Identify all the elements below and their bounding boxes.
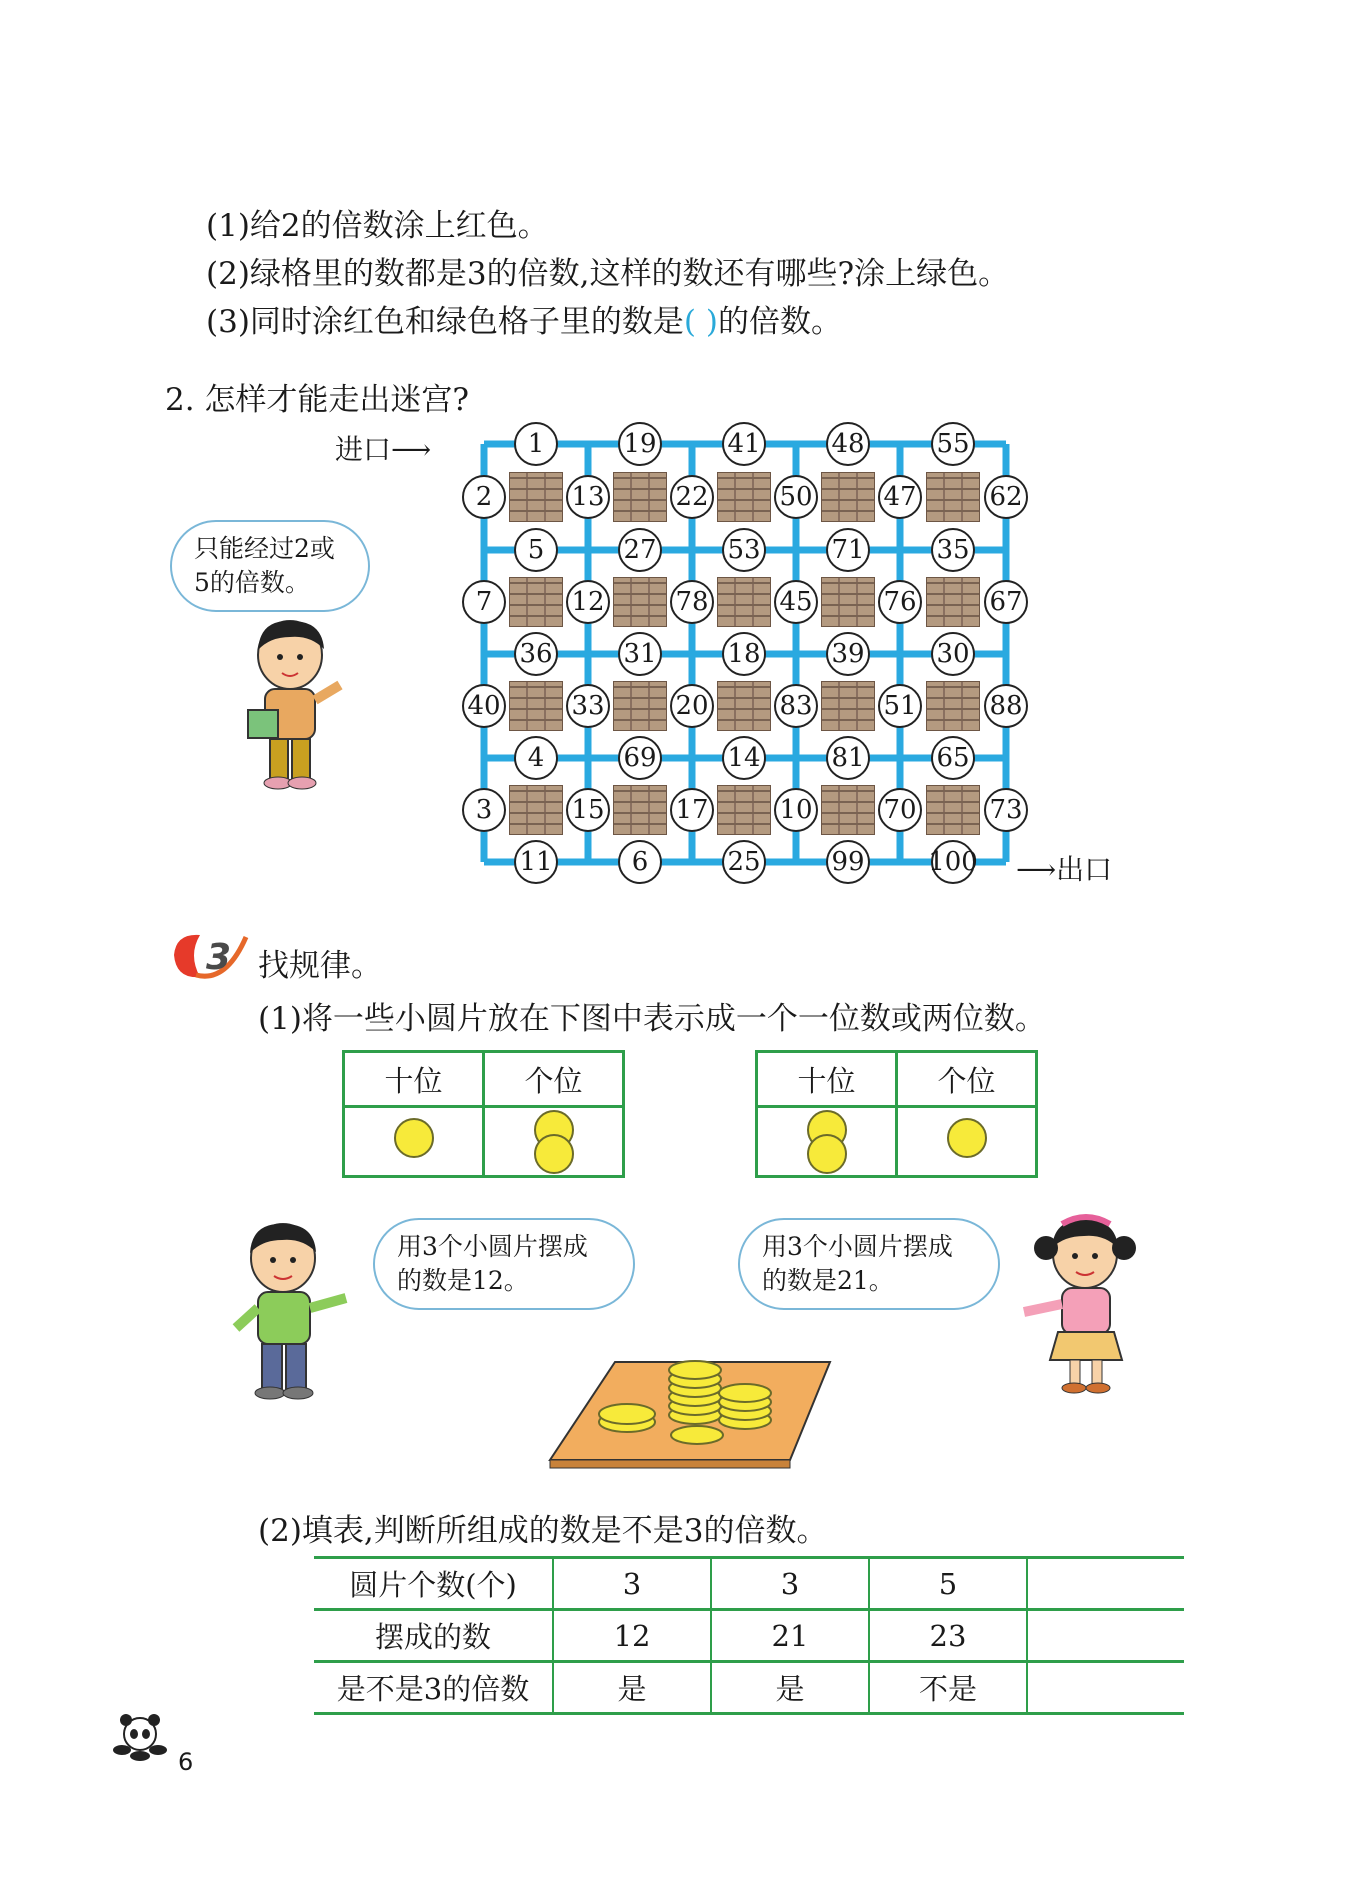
maze-number-node[interactable]: 20 bbox=[670, 684, 714, 728]
maze-number-node[interactable]: 22 bbox=[670, 475, 714, 519]
maze-wall-brick bbox=[821, 785, 875, 835]
maze-number-node[interactable]: 1 bbox=[514, 422, 558, 466]
table-cell: 是 bbox=[553, 1662, 711, 1714]
maze-wall-brick bbox=[926, 681, 980, 731]
q1-item-2: (2)绿格里的数都是3的倍数,这样的数还有哪些?涂上绿色。 bbox=[206, 256, 1010, 292]
page-number: 6 bbox=[178, 1748, 194, 1776]
tens-cell bbox=[344, 1107, 484, 1177]
ones-cell bbox=[484, 1107, 624, 1177]
ones-cell bbox=[897, 1107, 1037, 1177]
maze-wall-brick bbox=[821, 681, 875, 731]
boy-with-book-illustration bbox=[240, 615, 350, 795]
table-row bbox=[314, 1610, 1184, 1662]
maze-wall-brick bbox=[509, 472, 563, 522]
maze-number-node[interactable]: 78 bbox=[670, 580, 714, 624]
answer-cell[interactable] bbox=[1027, 1662, 1184, 1714]
maze-number-node[interactable]: 62 bbox=[984, 475, 1028, 519]
answer-blank[interactable]: ( ) bbox=[683, 304, 718, 340]
coin-board-illustration bbox=[545, 1350, 835, 1470]
maze-number-node[interactable]: 71 bbox=[826, 528, 870, 572]
maze-number-node[interactable]: 70 bbox=[878, 788, 922, 832]
maze-number-node[interactable]: 51 bbox=[878, 684, 922, 728]
table-cell: 12 bbox=[553, 1610, 711, 1662]
table-cell: 5 bbox=[869, 1558, 1027, 1610]
answer-cell[interactable] bbox=[1027, 1610, 1184, 1662]
maze-number-node[interactable]: 53 bbox=[722, 528, 766, 572]
maze-number-node[interactable]: 33 bbox=[566, 684, 610, 728]
maze-number-node[interactable]: 6 bbox=[618, 840, 662, 884]
maze-number-node[interactable]: 69 bbox=[618, 736, 662, 780]
maze-number-node[interactable]: 25 bbox=[722, 840, 766, 884]
maze-number-node[interactable]: 18 bbox=[722, 632, 766, 676]
coin-icon bbox=[947, 1118, 987, 1158]
entrance-arrow: ⟶ bbox=[391, 433, 432, 466]
maze-number-node[interactable]: 13 bbox=[566, 475, 610, 519]
maze-wall-brick bbox=[509, 785, 563, 835]
maze-number-node[interactable]: 19 bbox=[618, 422, 662, 466]
maze-number-node[interactable]: 5 bbox=[514, 528, 558, 572]
girl-speech-bubble bbox=[738, 1218, 1000, 1310]
maze-wall-brick bbox=[717, 472, 771, 522]
boy-speech-bubble bbox=[373, 1218, 635, 1310]
ones-header: 个位 bbox=[484, 1052, 624, 1107]
maze-number-node[interactable]: 73 bbox=[984, 788, 1028, 832]
exit-arrow: ⟶ bbox=[1016, 853, 1057, 886]
maze-number-node[interactable]: 14 bbox=[722, 736, 766, 780]
exit-label: 出口 bbox=[1056, 853, 1113, 886]
table-row bbox=[314, 1558, 1184, 1610]
maze-number-node[interactable]: 35 bbox=[931, 528, 975, 572]
maze-number-node[interactable]: 31 bbox=[618, 632, 662, 676]
maze-number-node[interactable]: 30 bbox=[931, 632, 975, 676]
boy-pointing-illustration bbox=[228, 1218, 358, 1403]
maze-number-node[interactable]: 2 bbox=[462, 475, 506, 519]
table-cell: 不是 bbox=[869, 1662, 1027, 1714]
boy-speech-text: 用3个小圆片摆成的数是12。 bbox=[397, 1232, 588, 1295]
maze-number-node[interactable]: 41 bbox=[722, 422, 766, 466]
maze-exit bbox=[1016, 848, 1112, 888]
maze-wall-brick bbox=[821, 577, 875, 627]
maze-number-node[interactable]: 50 bbox=[774, 475, 818, 519]
panda-icon bbox=[110, 1712, 170, 1762]
maze-wall-brick bbox=[613, 472, 667, 522]
maze-wall-brick bbox=[717, 681, 771, 731]
maze-number-node[interactable]: 10 bbox=[774, 788, 818, 832]
maze-number-node[interactable]: 4 bbox=[514, 736, 558, 780]
maze-number-node[interactable]: 3 bbox=[462, 788, 506, 832]
maze-number-node[interactable]: 76 bbox=[878, 580, 922, 624]
maze-wall-brick bbox=[717, 785, 771, 835]
maze-entrance bbox=[335, 428, 431, 468]
tens-cell bbox=[757, 1107, 897, 1177]
ones-header: 个位 bbox=[897, 1052, 1037, 1107]
maze-wall-brick bbox=[509, 681, 563, 731]
maze-number-node[interactable]: 88 bbox=[984, 684, 1028, 728]
maze-number-node[interactable]: 99 bbox=[826, 840, 870, 884]
row-header: 是不是3的倍数 bbox=[314, 1662, 553, 1714]
maze-wall-brick bbox=[509, 577, 563, 627]
row-header: 圆片个数(个) bbox=[314, 1558, 553, 1610]
table-row bbox=[314, 1662, 1184, 1714]
tens-header: 十位 bbox=[344, 1052, 484, 1107]
maze-wall-brick bbox=[926, 577, 980, 627]
q2-title: 2. 怎样才能走出迷宫? bbox=[165, 382, 470, 418]
coin-icon bbox=[534, 1134, 574, 1174]
q1-item-3 bbox=[206, 296, 842, 341]
maze-number-node[interactable]: 7 bbox=[462, 580, 506, 624]
maze-wall-brick bbox=[926, 472, 980, 522]
q3-part2: (2)填表,判断所组成的数是不是3的倍数。 bbox=[258, 1513, 828, 1549]
maze-number-node[interactable]: 11 bbox=[514, 840, 558, 884]
maze-number-node[interactable]: 27 bbox=[618, 528, 662, 572]
maze-number-node[interactable]: 47 bbox=[878, 475, 922, 519]
maze-number-node[interactable]: 100 bbox=[931, 840, 975, 884]
table-cell: 是 bbox=[711, 1662, 869, 1714]
table-cell: 3 bbox=[553, 1558, 711, 1610]
coin-icon bbox=[394, 1118, 434, 1158]
q3-number: 3 bbox=[206, 937, 232, 978]
maze-number-node[interactable]: 81 bbox=[826, 736, 870, 780]
coin-icon bbox=[807, 1134, 847, 1174]
table-cell: 3 bbox=[711, 1558, 869, 1610]
table-cell: 21 bbox=[711, 1610, 869, 1662]
hint-bubble bbox=[170, 520, 370, 612]
q3-title: 找规律。 bbox=[258, 948, 382, 984]
table-cell: 23 bbox=[869, 1610, 1027, 1662]
maze-wall-brick bbox=[926, 785, 980, 835]
maze-number-node[interactable]: 39 bbox=[826, 632, 870, 676]
girl-speech-text: 用3个小圆片摆成的数是21。 bbox=[762, 1232, 953, 1295]
hint-text: 只能经过2或5的倍数。 bbox=[194, 534, 335, 597]
tens-header: 十位 bbox=[757, 1052, 897, 1107]
maze-number-node[interactable]: 45 bbox=[774, 580, 818, 624]
place-value-table-left bbox=[342, 1050, 625, 1178]
maze-number-node[interactable]: 40 bbox=[462, 684, 506, 728]
entrance-label: 进口 bbox=[335, 433, 392, 466]
maze-number-node[interactable]: 83 bbox=[774, 684, 818, 728]
q1-item-1: (1)给2的倍数涂上红色。 bbox=[206, 208, 549, 244]
maze-number-node[interactable]: 17 bbox=[670, 788, 714, 832]
maze-wall-brick bbox=[613, 577, 667, 627]
q1-item-3-end: 的倍数。 bbox=[717, 304, 842, 340]
answer-cell[interactable] bbox=[1027, 1558, 1184, 1610]
maze-number-node[interactable]: 67 bbox=[984, 580, 1028, 624]
maze-number-node[interactable]: 55 bbox=[931, 422, 975, 466]
maze-number-node[interactable]: 36 bbox=[514, 632, 558, 676]
maze-number-node[interactable]: 65 bbox=[931, 736, 975, 780]
maze-wall-brick bbox=[717, 577, 771, 627]
maze-number-node[interactable]: 12 bbox=[566, 580, 610, 624]
q3-part1: (1)将一些小圆片放在下图中表示成一个一位数或两位数。 bbox=[258, 1001, 1046, 1037]
maze-number-node[interactable]: 15 bbox=[566, 788, 610, 832]
multiples-fill-table bbox=[314, 1556, 1184, 1715]
maze-number-node[interactable]: 48 bbox=[826, 422, 870, 466]
maze-wall-brick bbox=[613, 681, 667, 731]
maze-wall-brick bbox=[821, 472, 875, 522]
question-3-badge-icon bbox=[166, 925, 251, 985]
place-value-table-right bbox=[755, 1050, 1038, 1178]
girl-pointing-illustration bbox=[1010, 1208, 1150, 1398]
row-header: 摆成的数 bbox=[314, 1610, 553, 1662]
maze-wall-brick bbox=[613, 785, 667, 835]
q1-item-3-text: (3)同时涂红色和绿色格子里的数是 bbox=[206, 304, 684, 340]
